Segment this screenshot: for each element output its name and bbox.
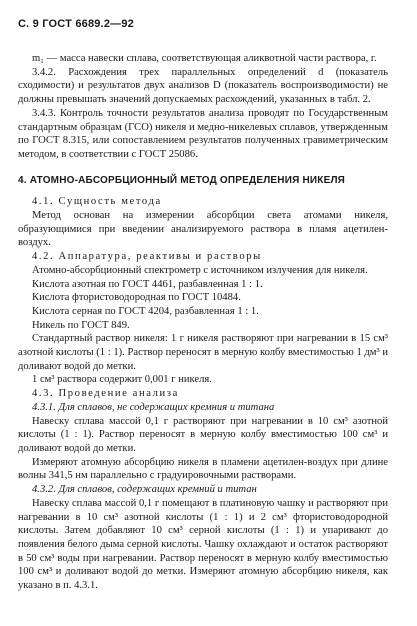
para-4-1-text: Метод основан на измерении абсорбции света атомами никеля, образующимися при введении анализируемого раствора в пламя ацетилен-воздух.	[18, 210, 388, 249]
para-standard-conc: 1 см³ раствора содержит 0,001 г никеля.	[32, 374, 212, 386]
para-3-4-3: 3.4.3. Контроль точности результатов анализа проводят по Государственным стандартным образцам (ГСО) никеля и медно-никелевых сплавов, утвержденным по ГОСТ 8.315, или сопоставлением результатов полученных гравиметрическим методом, в соответствии с ГОСТ 25086.	[18, 107, 388, 160]
para-4-3-2: 4.3.2. Для сплавов, содержащих кремний и титан	[32, 484, 257, 496]
spacer	[18, 162, 388, 174]
para-4-3-1: 4.3.1. Для сплавов, не содержащих кремния и титана	[32, 401, 275, 413]
reagent-sulfuric: Кислота серная по ГОСТ 4204, разбавленная 1 : 1.	[32, 305, 259, 317]
document-body	[18, 52, 388, 593]
para-4-3-2-text: Навеску сплава массой 0,1 г помещают в платиновую чашку и растворяют при нагревании в 10 см³ азотной кислоты (1 : 1) и 2 см³ фтористоводородной кислоты. Затем добавляют 10 см³ серной кислоты (1 : 1) и упаривают до появления белого дыма серной кислоты. Чашку охлаждают и остаток растворяют в 50 см³ воды при нагревании. Раствор переносят в мерную колбу вместимостью 100 см³ и доливают водой до метки. Измеряют атомную абсорбцию никеля, как указано в п. 4.3.1.	[18, 497, 388, 592]
spacer	[18, 187, 388, 195]
para-4-2: 4.2. Аппаратура, реактивы и растворы	[32, 251, 262, 263]
reagent-nickel: Никель по ГОСТ 849.	[32, 319, 130, 331]
para-4-3: 4.3. Проведение анализа	[32, 388, 179, 400]
para-4-3-1-text: Навеску сплава массой 0,1 г растворяют при нагревании в 10 см³ азотной кислоты (1 : 1). Раствор переносят в мерную колбу вместимостью 100 см³ и доливают водой до метки.	[18, 415, 388, 454]
def-m1: m₁ — масса навески сплава, соответствующая аликвотной части раствора, г.	[32, 53, 377, 64]
para-4-1: 4.1. Сущность метода	[32, 196, 162, 208]
section-4-title: 4. АТОМНО-АБСОРБЦИОННЫЙ МЕТОД ОПРЕДЕЛЕНИЯ НИКЕЛЯ	[18, 174, 346, 186]
para-3-4-2: 3.4.2. Расхождения трех параллельных определений d (показатель сходимости) и результатов двух анализов D (показатель воспроизводимости) не должны превышать значений допускаемых расхождений, указанных в табл. 2.	[18, 66, 388, 106]
reagent-hf: Кислота фтористоводородная по ГОСТ 10484.	[32, 292, 241, 304]
para-standard: Стандартный раствор никеля: 1 г никеля растворяют при нагревании в 15 см³ азотной кислоты (1 : 1). Раствор переносят в мерную колбу вместимостью 1 дм³ и доливают водой до метки.	[18, 333, 388, 372]
reagent-nitric: Кислота азотная по ГОСТ 4461, разбавленная 1 : 1.	[32, 278, 263, 290]
page-header: С. 9 ГОСТ 6689.2—92	[18, 18, 135, 30]
para-4-3-1-measure: Измеряют атомную абсорбцию никеля в пламени ацетилен-воздух при длине волны 341,5 нм параллельно с градуировочными растворами.	[18, 456, 388, 482]
para-4-2-spectro: Атомно-абсорбционный спектрометр с источником излучения для никеля.	[32, 264, 368, 276]
